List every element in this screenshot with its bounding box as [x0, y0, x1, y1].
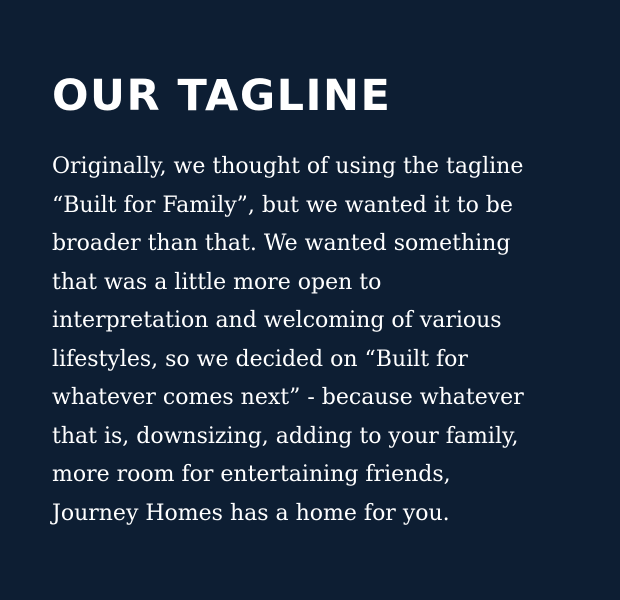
tagline-paragraph [52, 148, 597, 533]
paragraph-line: broader than that. We wanted something [52, 231, 511, 256]
paragraph-line: Journey Homes has a home for you. [52, 500, 450, 526]
paragraph-line: Originally, we thought of using the tagline [52, 154, 524, 179]
paragraph-line: lifestyles, so we decided on “Built for [52, 346, 468, 372]
paragraph-line: whatever comes next” - because whatever [52, 385, 524, 410]
paragraph-line: interpretation and welcoming of various [52, 308, 502, 333]
paragraph-line: “Built for Family”, but we wanted it to be [52, 192, 513, 218]
paragraph-line: more room for entertaining friends, [52, 462, 451, 487]
paragraph-line: that was a little more open to [52, 269, 382, 295]
section-heading: OUR TAGLINE [52, 71, 392, 121]
paragraph-line: that is, downsizing, adding to your family, [52, 423, 519, 449]
